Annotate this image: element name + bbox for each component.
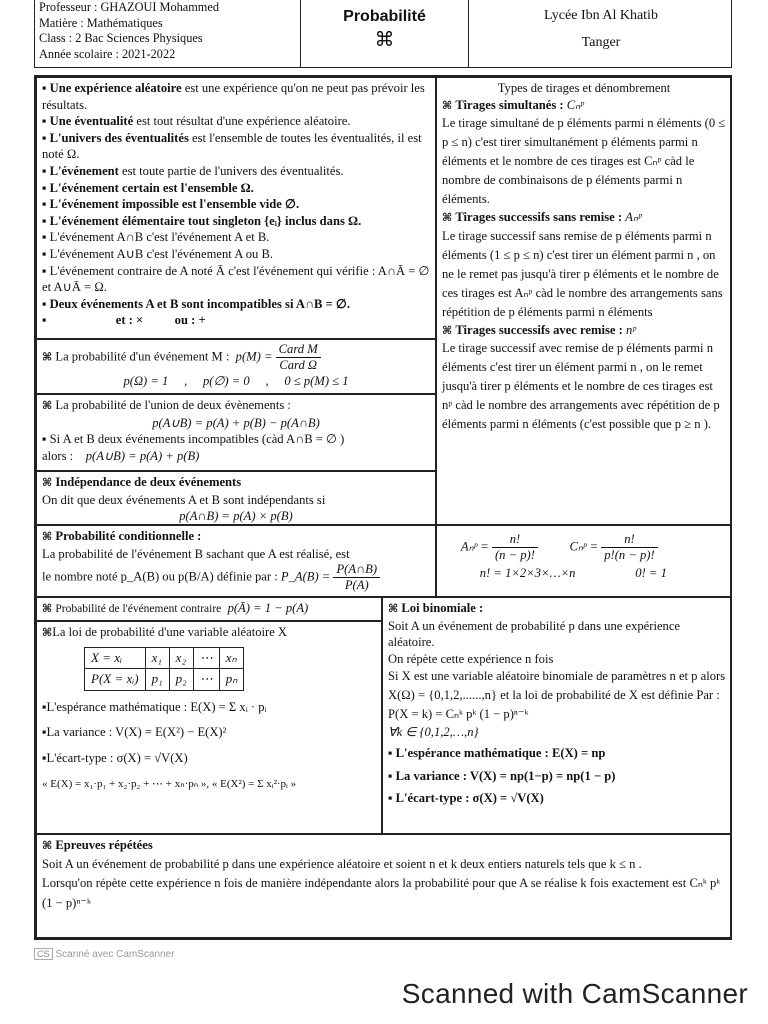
- def-1-text: est une expérience qu'on ne peut pas prévoir les résultats.: [42, 81, 425, 112]
- header: [34, 0, 732, 68]
- law-ect: L'écart-type : σ(X) = √V(X): [46, 750, 188, 765]
- law-var: La variance : V(X) = E(X²) − E(X)²: [46, 725, 227, 740]
- prob-event-fraction: [276, 342, 321, 373]
- camscanner-small: [34, 948, 174, 960]
- union-formula: p(A∪B) = p(A) + p(B) − p(A∩B): [152, 415, 320, 430]
- binom-var: La variance : V(X) = np(1−p) = np(1 − p): [395, 768, 616, 783]
- law-cell: p₁: [145, 669, 169, 691]
- def-9-text: L'événement A∪B c'est l'événement A ou B.: [49, 246, 274, 261]
- prob-event-props: p(Ω) = 1 , p(∅) = 0 , 0 ≤ p(M) ≤ 1: [123, 374, 349, 388]
- law-cell: ⋯: [193, 647, 219, 669]
- law-table-row: [85, 669, 244, 691]
- cond-text2: le nombre noté p_A(B) ou p(B/A) définie par :: [42, 569, 278, 584]
- law-cell: X = xᵢ: [85, 647, 146, 669]
- binom-title: Loi binomiale :: [401, 601, 484, 615]
- binom-l2: On répète cette expérience n fois: [388, 651, 554, 666]
- cond-text1: La probabilité de l'événement B sachant que A est réalisé, est: [42, 546, 350, 561]
- factorial-zero: 0! = 1: [635, 566, 667, 580]
- law-table-row: [85, 647, 244, 669]
- law-esp-line: ▪L'espérance mathématique : E(X) = Σ xᵢ · pᵢ: [42, 699, 267, 714]
- content-frame: [34, 75, 732, 940]
- independence-box: [36, 471, 436, 525]
- rem-title: Tirages successifs avec remise :: [455, 322, 623, 337]
- def-12: ▪ et : × ou : +: [42, 313, 206, 328]
- binom-l4: ∀k ∈ {0,1,2,…,n}: [388, 725, 479, 740]
- def-7: ▪ L'événement élémentaire tout singleton {eᵢ} inclus dans Ω.: [42, 213, 362, 228]
- def-8: ▪ L'événement A∩B c'est l'événement A et B.: [42, 230, 270, 245]
- counting-box: [436, 525, 732, 597]
- def-8-text: L'événement A∩B c'est l'événement A et B.: [49, 230, 270, 245]
- def-1-term: Une expérience aléatoire: [49, 81, 182, 95]
- union-alors-line: [42, 448, 430, 465]
- union-incomp-line: ▪ Si A et B deux événements incompatibles (càd A∩B = ∅ ): [42, 432, 345, 447]
- binom-var-line: ▪ La variance : V(X) = np(1−p) = np(1 − p): [388, 768, 616, 783]
- city-name: Tanger: [581, 35, 621, 50]
- cond-fraction: [333, 562, 380, 593]
- contrary-formula: p(Ā) = 1 − p(A): [227, 601, 309, 615]
- rem-text: Le tirage successif avec remise de p éléments parmi n éléments c'est tirer un élément parmi n , on le remet jusqu'à tirer p éléments et le nombre de ces tirages est nᵖ càd le nombre des arrangements avec répétition de p éléments parmi n éléments (c'est possible que p ≥ n ).: [442, 341, 720, 432]
- rem-title-line: [442, 322, 726, 340]
- def-10-text: L'événement contraire de A noté Ā c'est l'événement qui vérifie : A∩Ā = ∅ et A∪Ā = Ω.: [42, 263, 430, 295]
- law-ect-line: ▪L'écart-type : σ(X) = √V(X): [42, 750, 188, 765]
- prob-event-num: Card M: [276, 342, 321, 358]
- prob-event-box: [36, 339, 436, 394]
- cond-lhs: P_A(B) =: [280, 569, 331, 584]
- union-formula2: p(A∪B) = p(A) + p(B): [85, 448, 200, 463]
- def-10: ▪ L'événement contraire de A noté Ā c'est l'événement qui vérifie : A∩Ā = ∅ et A∪Ā = Ω.: [42, 263, 430, 295]
- def-9: ▪ L'événement A∪B c'est l'événement A ou B.: [42, 246, 274, 261]
- header-title: [301, 0, 469, 68]
- union-title: La probabilité de l'union de deux évènements :: [55, 398, 291, 412]
- cond-title: Probabilité conditionnelle :: [55, 529, 202, 543]
- def-6-text: L'événement impossible est l'ensemble vide ∅.: [49, 197, 300, 212]
- command-icon: ⌘: [42, 602, 53, 615]
- prob-event-den: Card Ω: [279, 358, 318, 372]
- arrangement-den: (n − p)!: [494, 548, 535, 562]
- teacher: Professeur : GHAZOUI Mohammed: [39, 0, 219, 14]
- draw-types-box: [436, 77, 732, 525]
- succ-symbol: Aₙᵖ: [625, 210, 642, 225]
- repeated-text: Soit A un événement de probabilité p dans une expérience aléatoire et soient n et k deux entiers naturels tels que k ≤ n .: [42, 856, 642, 871]
- law-title-line: [42, 624, 376, 642]
- def-4-term: L'événement: [49, 163, 119, 178]
- indep-title-line: [42, 474, 430, 492]
- command-icon: ⌘: [442, 323, 453, 337]
- command-icon: ⌘: [42, 476, 53, 489]
- def-11-text: Deux événements A et B sont incompatibles si A∩B = ∅.: [49, 296, 351, 311]
- repeated-box: [36, 834, 732, 938]
- law-cell: x₁: [145, 647, 169, 669]
- law-cell: ⋯: [193, 669, 219, 691]
- draws-title: Types de tirages et dénombrement: [497, 81, 671, 95]
- header-info: [35, 0, 301, 68]
- binomial-box: [382, 597, 732, 834]
- simul-title: Tirages simultanés :: [455, 97, 564, 112]
- arrangement-num: n!: [492, 532, 538, 548]
- binom-l3: Si X est une variable aléatoire binomiale de paramètres n et p alors X(Ω) = {0,1,2,......,n} et la loi de probabilité de X est définie Par : P(X = k) = Cₙᵏ pᵏ (1 − p)ⁿ⁻ᵏ: [388, 669, 726, 722]
- factorial-def: n! = 1×2×3×…×n: [479, 566, 576, 580]
- law-cell: P(X = xᵢ): [85, 669, 146, 691]
- combination-fraction: [601, 532, 657, 563]
- arrangement-lhs: Aₙᵖ =: [460, 539, 489, 554]
- succ-title: Tirages successifs sans remise :: [455, 210, 623, 225]
- law-box: [36, 621, 382, 834]
- command-icon: ⌘: [442, 98, 453, 112]
- law-var-line: ▪La variance : V(X) = E(X²) − E(X)²: [42, 725, 227, 740]
- combination-num: n!: [601, 532, 657, 548]
- command-icon: ⌘: [42, 839, 53, 852]
- command-icon: ⌘: [42, 626, 53, 639]
- cond-text2-line: [42, 562, 430, 593]
- command-icon: ⌘: [442, 211, 453, 225]
- header-school: [469, 0, 733, 68]
- def-3-text: est l'ensemble de toutes les éventualités, il est noté Ω.: [42, 130, 422, 162]
- binom-esp: L'espérance mathématique : E(X) = np: [395, 745, 606, 760]
- def-7-text: L'événement élémentaire tout singleton {eᵢ} inclus dans Ω.: [49, 213, 362, 228]
- def-3-term: L'univers des éventualités: [49, 130, 189, 145]
- command-icon: ⌘: [42, 350, 53, 364]
- page-title: Probabilité: [343, 8, 426, 25]
- def-2-term: Une éventualité: [49, 114, 134, 129]
- def-3: ▪ L'univers des éventualités est l'ensemble de toutes les éventualités, il est noté Ω.: [42, 130, 422, 162]
- command-icon: ⌘: [42, 399, 53, 412]
- law-title: La loi de probabilité d'une variable aléatoire X: [52, 625, 288, 639]
- def-2: ▪ Une éventualité est tout résultat d'une expérience aléatoire.: [42, 114, 351, 129]
- def-4-text: est toute partie de l'univers des éventualités.: [118, 163, 344, 178]
- def-1: ▪ Une expérience aléatoire est une expérience qu'on ne peut pas prévoir les résultats.: [42, 81, 425, 112]
- arrangement-fraction: [492, 532, 538, 563]
- law-note: « E(X) = x₁·p₁ + x₂·p₂ + ⋯ + xₙ·pₙ », « E(X²) = Σ xᵢ²·pᵢ »: [42, 777, 297, 790]
- repeated-title: Epreuves répétées: [55, 838, 153, 852]
- def-2-text: est tout résultat d'une expérience aléatoire.: [133, 114, 351, 129]
- indep-title: Indépendance de deux événements: [55, 475, 242, 489]
- def-5: ▪ L'événement certain est l'ensemble Ω.: [42, 180, 254, 195]
- def-6: ▪ L'événement impossible est l'ensemble vide ∅.: [42, 197, 300, 212]
- repeated-title-line: [42, 837, 726, 855]
- repeated-text2: Lorsqu'on répète cette expérience n fois de manière indépendante alors la probabilité pour que A se réalise k fois exactement est Cₙᵏ pᵏ (1 − p)ⁿ⁻ᵏ: [42, 875, 721, 910]
- union-incomp: Si A et B deux événements incompatibles (càd A∩B = ∅ ): [49, 432, 345, 447]
- prob-event-label: La probabilité d'un événement M :: [55, 349, 230, 364]
- command-icon: ⌘: [42, 530, 53, 543]
- contrary-box: [36, 597, 382, 621]
- school-name: Lycée Ibn Al Khatib: [544, 8, 658, 23]
- binom-ect: L'écart-type : σ(X) = √V(X): [395, 791, 544, 806]
- def-11: ▪ Deux événements A et B sont incompatibles si A∩B = ∅.: [42, 296, 351, 311]
- indep-formula: p(A∩B) = p(A) × p(B): [179, 509, 293, 524]
- law-cell: p₂: [169, 669, 193, 691]
- binom-title-line: [388, 600, 726, 618]
- binom-ect-line: ▪ L'écart-type : σ(X) = √V(X): [388, 791, 544, 806]
- year: Année scolaire : 2021-2022: [39, 46, 176, 61]
- simul-text: Le tirage simultané de p éléments parmi n éléments (0 ≤ p ≤ n) c'est tirer simultanément p éléments parmi n éléments et le nombre de ces tirages est Cₙᵖ càd le nombre de combinaisons de p éléments parmi n éléments.: [442, 116, 726, 207]
- camscanner-small-text: Scanné avec CamScanner: [55, 949, 175, 960]
- law-cell: pₙ: [219, 669, 244, 691]
- union-title-line: [42, 397, 430, 415]
- law-cell: x₂: [169, 647, 193, 669]
- command-icon: ⌘: [388, 602, 399, 615]
- cond-den: P(A): [344, 578, 369, 593]
- law-esp: L'espérance mathématique : E(X) = Σ xᵢ · pᵢ: [46, 699, 267, 714]
- def-4: ▪ L'événement est toute partie de l'univers des éventualités.: [42, 163, 344, 178]
- factorial-line: [442, 565, 726, 582]
- cond-title-line: [42, 528, 430, 546]
- combination-den: p!(n − p)!: [604, 548, 655, 562]
- succ-title-line: [442, 209, 726, 227]
- conditional-box: [36, 525, 436, 597]
- combination-lhs: Cₙᵖ =: [569, 539, 599, 554]
- counting-formulas: [442, 532, 726, 563]
- command-icon: ⌘: [374, 27, 395, 51]
- prob-union-box: [36, 394, 436, 471]
- prob-event-lhs: p(M) =: [235, 349, 273, 364]
- rem-symbol: nᵖ: [625, 322, 636, 337]
- camscanner-footer: Scanned with CamScanner: [401, 978, 748, 1009]
- prob-event-line: [42, 342, 430, 373]
- simul-title-line: [442, 97, 726, 115]
- union-alors: alors :: [42, 448, 74, 463]
- indep-text: On dit que deux événements A et B sont indépendants si: [42, 492, 326, 507]
- contrary-label: Probabilité de l'événement contraire: [55, 603, 222, 615]
- succ-text: Le tirage successif sans remise de p éléments parmi n éléments (1 ≤ p ≤ n) c'est tirer un élément parmi n , on ne le remet pas jusqu'à tirer p éléments et le nombre de ces tirages est Aₙᵖ càd le nombre des arrangements sans répétition de p éléments parmi n éléments: [442, 228, 723, 319]
- law-cell: xₙ: [219, 647, 244, 669]
- definitions-box: [36, 77, 436, 339]
- camscanner-logo-icon: CS: [34, 948, 53, 960]
- class: Class : 2 Bac Sciences Physiques: [39, 31, 203, 45]
- binom-esp-line: ▪ L'espérance mathématique : E(X) = np: [388, 745, 606, 760]
- cond-num: P(A∩B): [333, 562, 380, 578]
- simul-symbol: Cₙᵖ: [566, 97, 584, 112]
- subject: Matière : Mathématiques: [39, 15, 163, 30]
- def-5-text: L'événement certain est l'ensemble Ω.: [49, 180, 254, 195]
- def-12-text: et : × ou : +: [115, 313, 206, 328]
- law-table: [84, 647, 244, 691]
- binom-l1: Soit A un événement de probabilité p dans une expérience aléatoire.: [388, 618, 681, 650]
